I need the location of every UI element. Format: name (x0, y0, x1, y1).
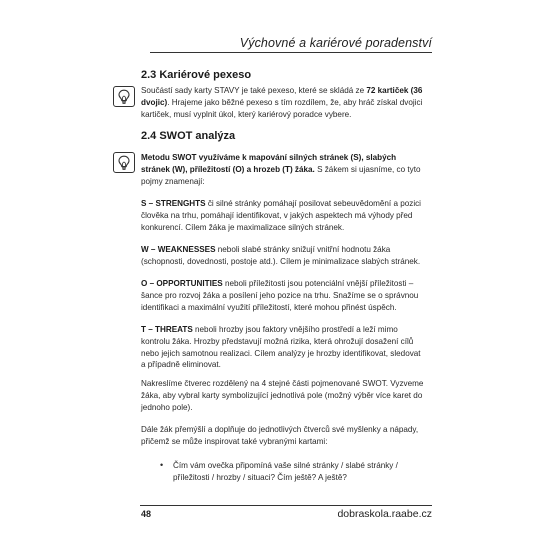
pexeso-intro: Součástí sady karty STAVY je také pexeso, které se skládá ze (141, 86, 367, 95)
lightbulb-icon (117, 89, 131, 105)
header-rule (150, 52, 432, 53)
weaknesses-label: W – WEAKNESSES (141, 245, 216, 254)
footer-rule (140, 505, 432, 506)
opportunities-text: neboli příležitosti jsou potenciální vnější příležitosti – šance pro rozvoj žáka a posílení jeho pozice na trhu. Snažíme se o správnou identifikaci a maximální využití příležitostí, které mohou přinést úspěch. (141, 279, 419, 312)
paragraph-draw-square: Nakreslíme čtverec rozdělený na 4 stejné části pojmenované SWOT. Vyzveme žáka, aby vybral karty symbolizující jednotlivá pole (možný výběr více karet do jednoho pole). (141, 379, 424, 412)
bullet-list (160, 460, 422, 484)
strengths-label: S – STRENGHTS (141, 199, 206, 208)
paragraph-weaknesses (141, 244, 424, 268)
paragraph-threats (141, 324, 424, 371)
paragraph-swot-intro (141, 152, 424, 187)
swot-intro-bold: Metodu SWOT využíváme k mapování silných stránek (S), slabých stránek (W), příležitostí (O) a hrozeb (T) žáka. (141, 153, 397, 174)
list-item: • Čím vám ovečka připomíná vaše silné stránky / slabé stránky / příležitosti / hrozby / situaci? Čím ještě? A ještě? (160, 460, 422, 484)
site-url: dobraskola.raabe.cz (337, 508, 432, 520)
weaknesses-text: neboli slabé stránky snižují vnitřní hodnotu žáka (schopnosti, dovednosti, postoje atd.). Cílem je minimalizace slabých stránek. (141, 245, 421, 266)
running-header: Výchovné a kariérové poradenství (239, 36, 432, 50)
threats-text: neboli hrozby jsou faktory vnějšího prostředí a leží mimo kontrolu žáka. Hrozby představují možná rizika, která ohrožují dosažení cílů nebo jejich samotnou realizaci. Cílem analýzy je hrozby identifikovat, sledovat a případně eliminovat. (141, 325, 421, 370)
paragraph-strengths (141, 198, 424, 233)
heading-2-4: 2.4 SWOT analýza (141, 130, 236, 142)
pexeso-card-count: 72 kartiček (36 dvojic) (141, 86, 423, 107)
strengths-text: či silné stránky pomáhají posilovat sebeuvědomění a pozici člověka na trhu, pomáhají identifikovat, v jakých aspektech má výhody před konkurencí. Cílem žáka je maximalizace silných stránek. (141, 199, 421, 232)
swot-intro-rest: S žákem si ujasníme, co tyto pojmy znamenají: (141, 164, 421, 186)
paragraph-fill-squares: Dále žák přemýšlí a doplňuje do jednotlivých čtverců své myšlenky a nápady, přičemž se může inspirovat také vybranými kartami: (141, 425, 419, 446)
paragraph-opportunities (141, 278, 424, 313)
lightbulb-icon (117, 155, 131, 171)
tip-box (113, 86, 135, 107)
paragraph-pexeso (141, 85, 424, 120)
page-number: 48 (141, 509, 152, 519)
tip-box-swot (113, 152, 135, 173)
pexeso-rest: . Hrajeme jako běžné pexeso s tím rozdílem, že, aby hráč získal dvojici kartiček, musí vyplnit úkol, který kariérový poradce vybere. (141, 97, 423, 119)
threats-label: T – THREATS (141, 325, 193, 334)
heading-2-3: 2.3 Kariérové pexeso (141, 69, 252, 81)
opportunities-label: O – OPPORTUNITIES (141, 279, 223, 288)
